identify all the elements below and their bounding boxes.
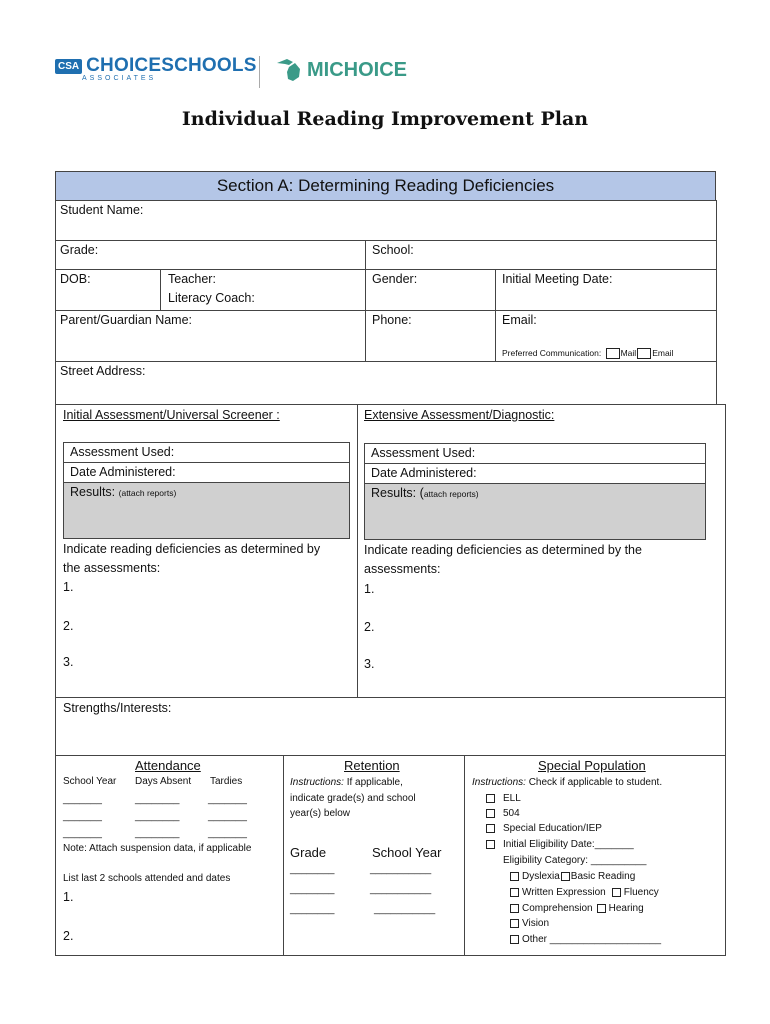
page-title: Individual Reading Improvement Plan — [181, 108, 589, 130]
left-item-1: 1. — [63, 580, 74, 594]
retention-instructions-3: year(s) below — [290, 808, 351, 819]
blank[interactable]: ________ — [290, 884, 335, 895]
fluency-checkbox[interactable] — [612, 888, 621, 897]
initial-assessment-heading: Initial Assessment/Universal Screener : — [63, 408, 280, 422]
extensive-date-administered: Date Administered: — [371, 466, 477, 480]
504-checkbox[interactable] — [486, 809, 495, 818]
mail-option: Mail — [620, 348, 637, 358]
preferred-communication-label: Preferred Communication: — [502, 348, 602, 358]
other-row: Other ____________________ — [510, 934, 661, 945]
initial-assessment-used: Assessment Used: — [70, 445, 175, 459]
gender-label: Gender: — [372, 272, 418, 286]
blank[interactable]: _______ — [63, 828, 102, 839]
basic-reading-checkbox[interactable] — [561, 872, 570, 881]
blank[interactable]: ___________ — [370, 884, 432, 895]
retention-instructions-2: indicate grade(s) and school — [290, 793, 416, 804]
dob-label: DOB: — [60, 272, 91, 286]
parent-guardian-label: Parent/Guardian Name: — [60, 313, 193, 327]
literacy-coach-label: Literacy Coach: — [168, 291, 255, 305]
dyslexia-basic-reading-row: Dyslexia Basic Reading — [510, 871, 635, 882]
attendance-heading: Attendance — [135, 758, 201, 773]
phone-label: Phone: — [372, 313, 412, 327]
extensive-results-label: Results: (attach reports) — [371, 486, 479, 500]
retention-heading: Retention — [344, 758, 400, 773]
retention-grade-label: Grade — [290, 845, 327, 860]
blank[interactable]: _______ — [63, 811, 102, 822]
left-indicate-line2: the assessments: — [63, 561, 161, 575]
comprehension-checkbox[interactable] — [510, 904, 519, 913]
blank[interactable]: _______ — [208, 811, 247, 822]
suspension-note: Note: Attach suspension data, if applicable — [63, 843, 252, 854]
blank[interactable]: _______ — [63, 794, 102, 805]
street-address-label: Street Address: — [60, 364, 146, 378]
blank[interactable]: ________ — [290, 904, 335, 915]
other-checkbox[interactable] — [510, 935, 519, 944]
logo-divider — [259, 56, 260, 88]
left-indicate-line1: Indicate reading deficiencies as determined by — [63, 542, 321, 556]
extensive-assessment-heading: Extensive Assessment/Diagnostic: — [364, 408, 555, 422]
right-item-3: 3. — [364, 657, 375, 671]
vision-row: Vision — [510, 918, 549, 929]
comprehension-hearing-row: Comprehension Hearing — [510, 903, 644, 914]
written-expression-checkbox[interactable] — [510, 888, 519, 897]
school-item-2: 2. — [63, 929, 74, 943]
attendance-tardies: Tardies — [210, 776, 243, 787]
left-item-2: 2. — [63, 619, 74, 633]
left-item-3: 3. — [63, 655, 74, 669]
teacher-label: Teacher: — [168, 272, 216, 286]
blank[interactable]: ___________ — [370, 864, 432, 875]
initial-meeting-date-label: Initial Meeting Date: — [502, 272, 613, 286]
vision-checkbox[interactable] — [510, 919, 519, 928]
initial-date-administered: Date Administered: — [70, 465, 176, 479]
retention-school-year-label: School Year — [372, 845, 442, 860]
retention-instructions-1: Instructions: If applicable, — [290, 777, 403, 788]
right-item-1: 1. — [364, 582, 375, 596]
list-schools-label: List last 2 schools attended and dates — [63, 873, 231, 884]
email-label: Email: — [502, 313, 537, 327]
special-pop-instructions: Instructions: Check if applicable to student. — [472, 777, 663, 788]
dyslexia-checkbox[interactable] — [510, 872, 519, 881]
blank[interactable]: ___________ — [374, 904, 436, 915]
ell-option[interactable]: ELL — [486, 793, 521, 804]
special-ed-option[interactable]: Special Education/IEP — [486, 823, 602, 834]
right-indicate-line1: Indicate reading deficiencies as determined by the — [364, 543, 642, 557]
ell-checkbox[interactable] — [486, 794, 495, 803]
blank[interactable]: ________ — [135, 811, 180, 822]
preferred-communication — [502, 348, 673, 359]
written-fluency-row: Written Expression Fluency — [510, 887, 659, 898]
email-option: Email — [652, 348, 674, 358]
initial-eligibility-option[interactable]: Initial Eligibility Date:_______ — [486, 839, 634, 850]
blank[interactable]: _______ — [208, 794, 247, 805]
choiceschools-wordmark: CHOICESCHOOLS — [86, 55, 257, 76]
attendance-school-year: School Year — [63, 776, 117, 787]
michigan-icon — [275, 57, 303, 83]
mail-checkbox[interactable] — [606, 348, 620, 359]
eligibility-category: Eligibility Category: __________ — [503, 855, 647, 866]
blank[interactable]: ________ — [135, 794, 180, 805]
initial-eligibility-checkbox[interactable] — [486, 840, 495, 849]
504-option[interactable]: 504 — [486, 808, 520, 819]
special-ed-checkbox[interactable] — [486, 824, 495, 833]
michoice-wordmark: MICHOICE — [307, 58, 407, 81]
blank[interactable]: ________ — [290, 864, 335, 875]
student-name-label: Student Name: — [60, 203, 144, 217]
extensive-assessment-used: Assessment Used: — [371, 446, 476, 460]
section-a-heading: Section A: Determining Reading Deficiencies — [55, 171, 716, 201]
blank[interactable]: _______ — [208, 828, 247, 839]
grade-label: Grade: — [60, 243, 99, 257]
hearing-checkbox[interactable] — [597, 904, 606, 913]
associates-wordmark: ASSOCIATES — [82, 75, 157, 82]
choiceschools-logo — [55, 57, 257, 82]
school-item-1: 1. — [63, 890, 74, 904]
csa-badge: CSA — [55, 59, 82, 74]
initial-results-label: Results: (attach reports) — [70, 485, 177, 499]
blank[interactable]: ________ — [135, 828, 180, 839]
school-label: School: — [372, 243, 414, 257]
michoice-logo — [275, 57, 407, 83]
right-indicate-line2: assessments: — [364, 562, 441, 576]
email-checkbox[interactable] — [637, 348, 651, 359]
strengths-interests-label: Strengths/Interests: — [63, 701, 172, 715]
attendance-days-absent: Days Absent — [135, 776, 192, 787]
special-population-heading: Special Population — [538, 758, 646, 773]
right-item-2: 2. — [364, 620, 375, 634]
